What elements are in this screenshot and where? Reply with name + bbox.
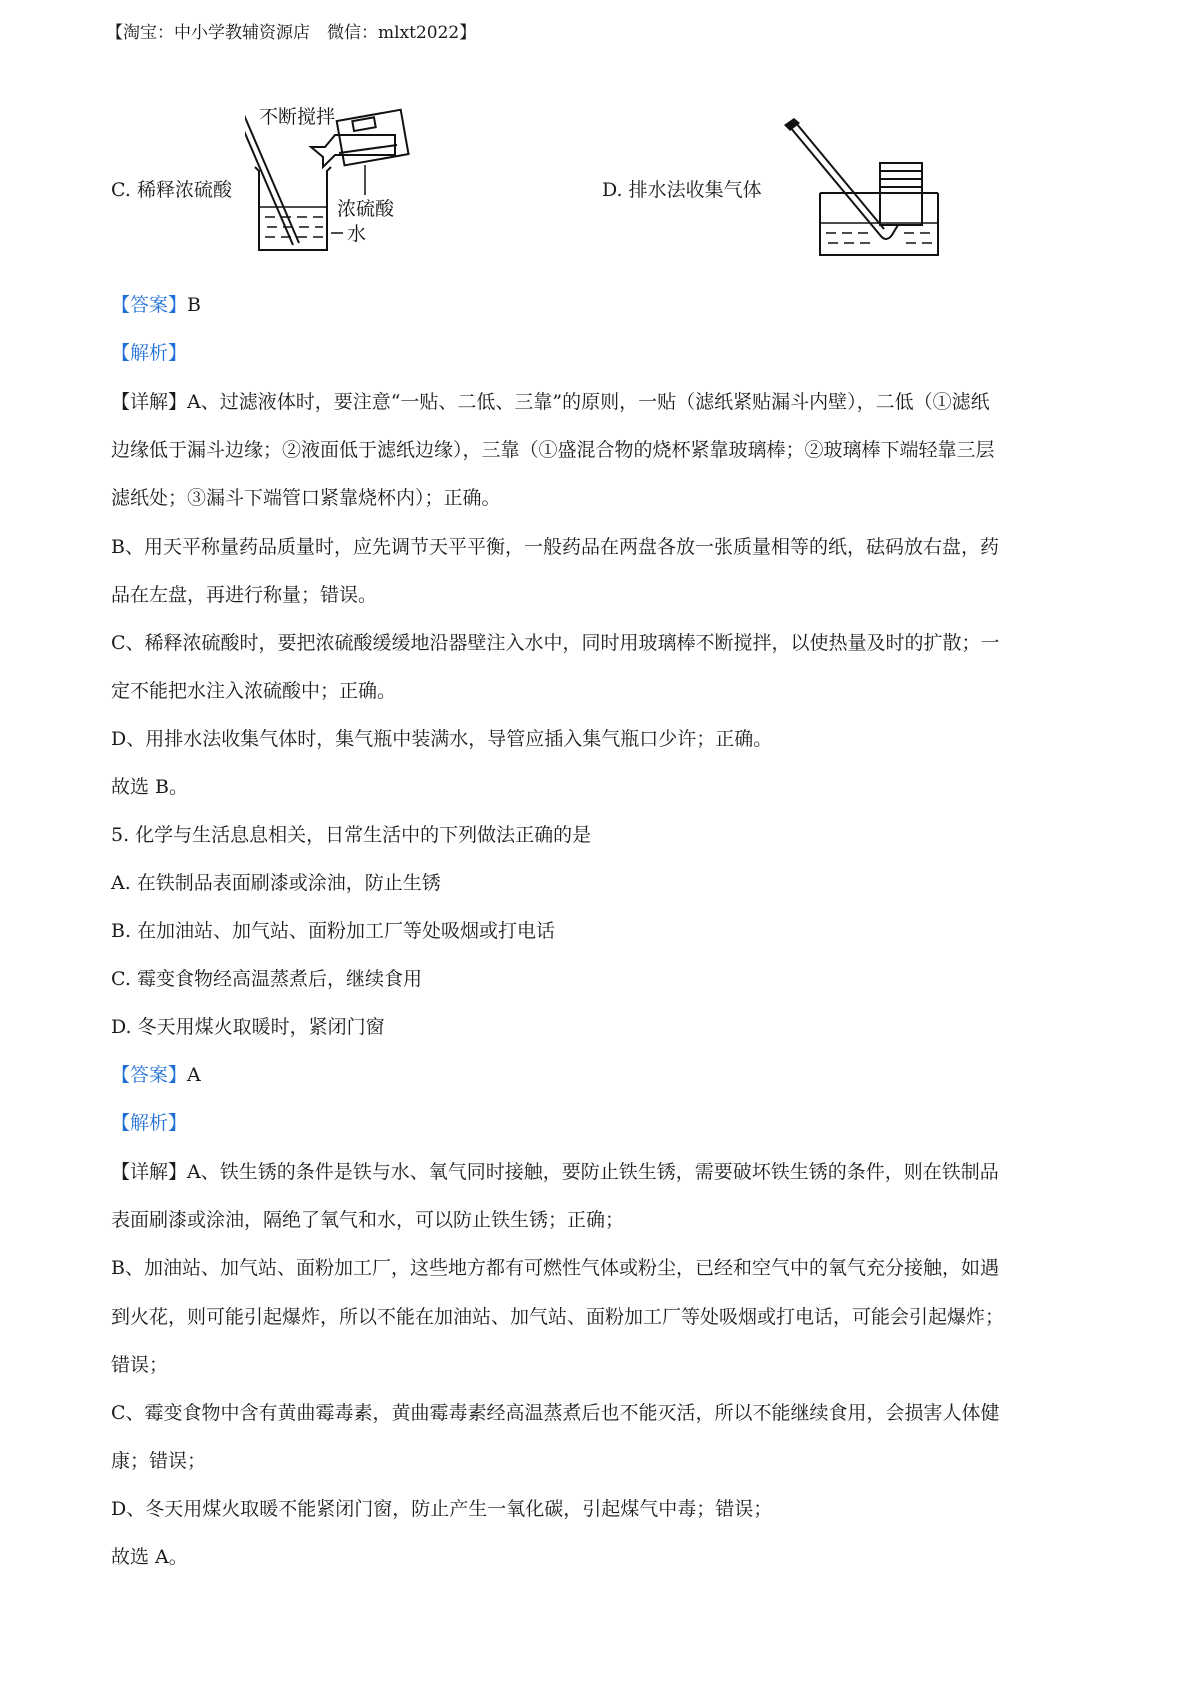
option-d-label: D. 排水法收集气体 <box>602 179 762 201</box>
q5-option-b: B. 在加油站、加气站、面粉加工厂等处吸烟或打电话 <box>111 920 556 942</box>
q5-answer-tag: 【答案】 <box>111 1064 188 1086</box>
q5-detail-line: C、霉变食物中含有黄曲霉毒素，黄曲霉毒素经高温蒸煮后也不能灭活，所以不能继续食用，会损害人体健 <box>111 1402 1000 1424</box>
q4-detail-line: B、用天平称量药品质量时，应先调节天平平衡，一般药品在两盘各放一张质量相等的纸，砝码放右盘，药 <box>111 536 999 558</box>
dilute-acid-figure <box>245 105 445 270</box>
q5-option-a: A. 在铁制品表面刷漆或涂油，防止生锈 <box>111 872 441 894</box>
page-header: 【淘宝：中小学教辅资源店 微信：mlxt2022】 <box>106 23 477 43</box>
water-collection-figure <box>780 115 950 260</box>
q5-detail-line: 故选 A。 <box>111 1546 188 1568</box>
q5-detail-line: 错误； <box>111 1354 169 1376</box>
q5-stem: 5. 化学与生活息息相关，日常生活中的下列做法正确的是 <box>111 824 592 846</box>
q5-detail-line: B、加油站、加气站、面粉加工厂，这些地方都有可燃性气体或粉尘，已经和空气中的氧气充分接触，如遇 <box>111 1257 999 1279</box>
q4-detail-line: 【详解】A、过滤液体时，要注意“一贴、二低、三靠”的原则，一贴（滤纸紧贴漏斗内壁），二低（①滤纸 <box>111 391 990 413</box>
q5-detail-line: 表面刷漆或涂油，隔绝了氧气和水，可以防止铁生锈；正确； <box>111 1209 625 1231</box>
delivery-tube <box>790 123 898 239</box>
water-label: 水 <box>347 223 367 245</box>
q5-answer-line <box>111 1063 201 1087</box>
q4-answer-value: B <box>187 294 201 316</box>
q4-detail-line: 滤纸处；③漏斗下端管口紧靠烧杯内）；正确。 <box>111 487 501 509</box>
q5-detail-line: 【详解】A、铁生锈的条件是铁与水、氧气同时接触，要防止铁生锈，需要破坏铁生锈的条件，则在铁制品 <box>111 1161 999 1183</box>
q5-option-c: C. 霉变食物经高温蒸煮后，继续食用 <box>111 968 422 990</box>
q4-analysis-tag: 【解析】 <box>111 342 188 364</box>
q5-answer-value: A <box>187 1064 201 1086</box>
q4-detail-line: 定不能把水注入浓硫酸中；正确。 <box>111 680 397 702</box>
gas-jar <box>880 163 922 225</box>
stir-label: 不断搅拌 <box>259 106 336 128</box>
q5-detail-line: 到火花，则可能引起爆炸，所以不能在加油站、加气站、面粉加工厂等处吸烟或打电话，可能会引起爆炸； <box>111 1306 1005 1328</box>
q4-detail-line: C、稀释浓硫酸时，要把浓硫酸缓缓地沿器壁注入水中，同时用玻璃棒不断搅拌，以使热量及时的扩散；一 <box>111 632 1000 654</box>
q5-option-d: D. 冬天用煤火取暖时，紧闭门窗 <box>111 1016 385 1038</box>
q5-detail-line: 康；错误； <box>111 1450 207 1472</box>
option-c-label: C. 稀释浓硫酸 <box>111 179 232 201</box>
water-surface <box>259 207 327 237</box>
q4-answer-tag: 【答案】 <box>111 294 188 316</box>
q4-detail-line: D、用排水法收集气体时，集气瓶中装满水，导管应插入集气瓶口少许；正确。 <box>111 728 773 750</box>
q5-analysis-tag: 【解析】 <box>111 1112 188 1134</box>
q4-detail-line: 品在左盘，再进行称量；错误。 <box>111 584 378 606</box>
glass-rod <box>245 108 299 245</box>
q4-answer-line <box>111 293 201 317</box>
acid-label: 浓硫酸 <box>337 198 395 220</box>
q5-detail-line: D、冬天用煤火取暖不能紧闭门窗，防止产生一氧化碳，引起煤气中毒；错误； <box>111 1498 773 1520</box>
q4-detail-line: 边缘低于漏斗边缘；②液面低于滤纸边缘），三靠（①盛混合物的烧杯紧靠玻璃棒；②玻璃棒下端轻靠三层 <box>111 439 995 461</box>
q4-detail-line: 故选 B。 <box>111 776 189 798</box>
tube-stopper <box>784 118 800 131</box>
